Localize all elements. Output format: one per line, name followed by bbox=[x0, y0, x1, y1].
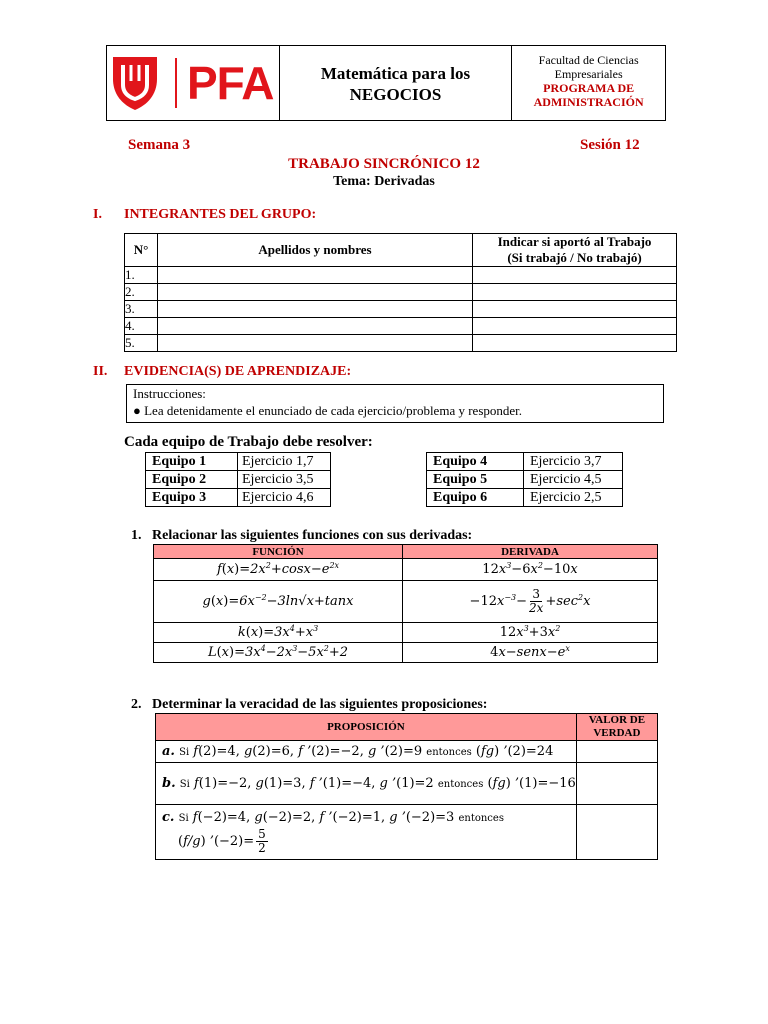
team-row bbox=[146, 453, 331, 471]
col-derivative-header: DERIVADA bbox=[403, 545, 658, 559]
faculty-line2: Empresariales bbox=[554, 67, 623, 81]
session-label: Sesión 12 bbox=[580, 137, 640, 153]
proposition-a: a. Si f(2)=4, g(2)=6, f ’(2)=−2, g ’(2)=9 entonces (fg) ’(2)=24 bbox=[156, 741, 577, 763]
exercise1-number: 1. bbox=[131, 528, 142, 543]
table-row bbox=[154, 581, 658, 623]
members-header-row bbox=[125, 234, 677, 267]
instructions-box bbox=[126, 384, 664, 423]
row-number: 3. bbox=[125, 301, 158, 318]
section2-number: II. bbox=[93, 364, 108, 379]
names-cell[interactable] bbox=[158, 301, 473, 318]
document-header bbox=[106, 45, 666, 121]
table-row bbox=[154, 643, 658, 663]
team-exercise: Ejercicio 3,5 bbox=[238, 471, 331, 489]
team-name: Equipo 2 bbox=[146, 471, 238, 489]
col-contrib-line2: (Si trabajó / No trabajó) bbox=[507, 250, 642, 265]
program-line1: PROGRAMA DE bbox=[543, 81, 635, 95]
table-row bbox=[125, 318, 677, 335]
course-title-line1: Matemática para los bbox=[320, 64, 471, 83]
team-exercise: Ejercicio 4,6 bbox=[238, 489, 331, 507]
week-label: Semana 3 bbox=[128, 137, 191, 153]
derivative-2: $-12x^{-3}-$ $\frac{3}{2x}$ $+\sec^2x$ bbox=[403, 581, 658, 623]
course-title-line2: NEGOCIOS bbox=[349, 85, 442, 104]
names-cell[interactable] bbox=[158, 267, 473, 284]
upc-shield-icon bbox=[111, 55, 159, 111]
derivative-4: $4x-senx-e^x$ bbox=[403, 643, 658, 663]
exercise1-title: Relacionar las siguientes funciones con sus derivadas: bbox=[152, 528, 473, 543]
team-name: Equipo 6 bbox=[427, 489, 524, 507]
truth-value-cell[interactable] bbox=[576, 763, 657, 805]
truth-value-cell[interactable] bbox=[576, 805, 657, 860]
proposition-b: b. Si f(1)=−2, g(1)=3, f ’(1)=−4, g ’(1)=2 entonces (fg) ’(1)=−16 bbox=[156, 763, 577, 805]
function-k: $k(x)=3x^4+x^3$ bbox=[154, 623, 403, 643]
col-value-line2: VERDAD bbox=[593, 727, 641, 739]
col-value-header bbox=[576, 714, 657, 741]
logo-text: PFA bbox=[187, 57, 274, 109]
section1-title: INTEGRANTES DEL GRUPO: bbox=[124, 207, 317, 222]
derivative-3: $12x^3+3x^2$ bbox=[403, 623, 658, 643]
row-number: 1. bbox=[125, 267, 158, 284]
instructions-item: ● Lea detenidamente el enunciado de cada ejercicio/problema y responder. bbox=[133, 403, 523, 418]
col-names-header: Apellidos y nombres bbox=[158, 234, 473, 267]
contrib-cell[interactable] bbox=[473, 318, 677, 335]
faculty-line1: Facultad de Ciencias bbox=[538, 53, 639, 67]
teams-heading: Cada equipo de Trabajo debe resolver: bbox=[124, 434, 373, 450]
col-function-header: FUNCIÓN bbox=[154, 545, 403, 559]
propositions-header-row bbox=[156, 714, 658, 741]
si-word: Si bbox=[178, 813, 189, 824]
contrib-cell[interactable] bbox=[473, 335, 677, 352]
team-exercise: Ejercicio 4,5 bbox=[524, 471, 623, 489]
derivative-1: $12x^3-6x^2-10x$ bbox=[403, 559, 658, 581]
col-proposition-header: PROPOSICIÓN bbox=[156, 714, 577, 741]
table-row bbox=[156, 741, 658, 763]
team-name: Equipo 5 bbox=[427, 471, 524, 489]
exercise2-title: Determinar la veracidad de las siguientes proposiciones: bbox=[152, 697, 488, 712]
team-name: Equipo 3 bbox=[146, 489, 238, 507]
entonces-word: entonces bbox=[426, 747, 472, 758]
col-contrib-header bbox=[473, 234, 677, 267]
si-word: Si bbox=[179, 779, 190, 790]
functions-table bbox=[153, 544, 658, 663]
row-number: 4. bbox=[125, 318, 158, 335]
course-title-cell bbox=[280, 46, 513, 120]
table-row bbox=[125, 284, 677, 301]
entonces-word: entonces bbox=[458, 813, 504, 824]
topic-label: Tema: Derivadas bbox=[333, 174, 435, 189]
table-row bbox=[156, 763, 658, 805]
names-cell[interactable] bbox=[158, 335, 473, 352]
row-number: 2. bbox=[125, 284, 158, 301]
functions-header-row bbox=[154, 545, 658, 559]
team-row bbox=[427, 471, 623, 489]
document-title: TRABAJO SINCRÓNICO 12 bbox=[288, 156, 480, 172]
team-row bbox=[146, 489, 331, 507]
teams-table-left bbox=[145, 452, 331, 507]
function-g: $g(x)=6x^{-2}-3\ln√x+\tan x$ bbox=[154, 581, 403, 623]
program-line2: ADMINISTRACIÓN bbox=[533, 95, 644, 109]
team-exercise: Ejercicio 3,7 bbox=[524, 453, 623, 471]
proposition-label: b. bbox=[162, 776, 176, 791]
col-contrib-line1: Indicar si aportó al Trabajo bbox=[497, 234, 652, 249]
team-name: Equipo 1 bbox=[146, 453, 238, 471]
table-row bbox=[125, 335, 677, 352]
faculty-cell bbox=[512, 46, 665, 120]
proposition-label: c. bbox=[162, 810, 175, 825]
proposition-c: c. Si f(−2)=4, g(−2)=2, f ’(−2)=1, g ’(−2)=3 entonces (f/g) ’(−2)= $\frac{5}{2}$ bbox=[156, 805, 577, 860]
function-L: $L(x)=3x^4-2x^3-5x^2+2$ bbox=[154, 643, 403, 663]
team-row bbox=[427, 453, 623, 471]
instructions-label: Instrucciones: bbox=[133, 386, 206, 401]
propositions-table bbox=[155, 713, 658, 860]
team-row bbox=[427, 489, 623, 507]
col-no-header: N° bbox=[125, 234, 158, 267]
logo-cell bbox=[107, 46, 280, 120]
contrib-cell[interactable] bbox=[473, 284, 677, 301]
names-cell[interactable] bbox=[158, 284, 473, 301]
section1-number: I. bbox=[93, 207, 102, 222]
contrib-cell[interactable] bbox=[473, 301, 677, 318]
team-name: Equipo 4 bbox=[427, 453, 524, 471]
team-exercise: Ejercicio 2,5 bbox=[524, 489, 623, 507]
members-table bbox=[124, 233, 677, 352]
logo-divider bbox=[175, 58, 177, 108]
table-row bbox=[125, 301, 677, 318]
exercise2-number: 2. bbox=[131, 697, 142, 712]
si-word: Si bbox=[179, 747, 190, 758]
section2-title: EVIDENCIA(S) DE APRENDIZAJE: bbox=[124, 364, 352, 379]
col-value-line1: VALOR DE bbox=[588, 714, 646, 726]
table-row bbox=[154, 559, 658, 581]
team-exercise: Ejercicio 1,7 bbox=[238, 453, 331, 471]
function-f: $f(x)=2x^2+\cos x-e^{2x}$ bbox=[154, 559, 403, 581]
proposition-label: a. bbox=[162, 744, 175, 759]
teams-table-right bbox=[426, 452, 623, 507]
names-cell[interactable] bbox=[158, 318, 473, 335]
table-row bbox=[125, 267, 677, 284]
contrib-cell[interactable] bbox=[473, 267, 677, 284]
team-row bbox=[146, 471, 331, 489]
table-row bbox=[156, 805, 658, 860]
truth-value-cell[interactable] bbox=[576, 741, 657, 763]
row-number: 5. bbox=[125, 335, 158, 352]
table-row bbox=[154, 623, 658, 643]
entonces-word: entonces bbox=[437, 779, 484, 790]
